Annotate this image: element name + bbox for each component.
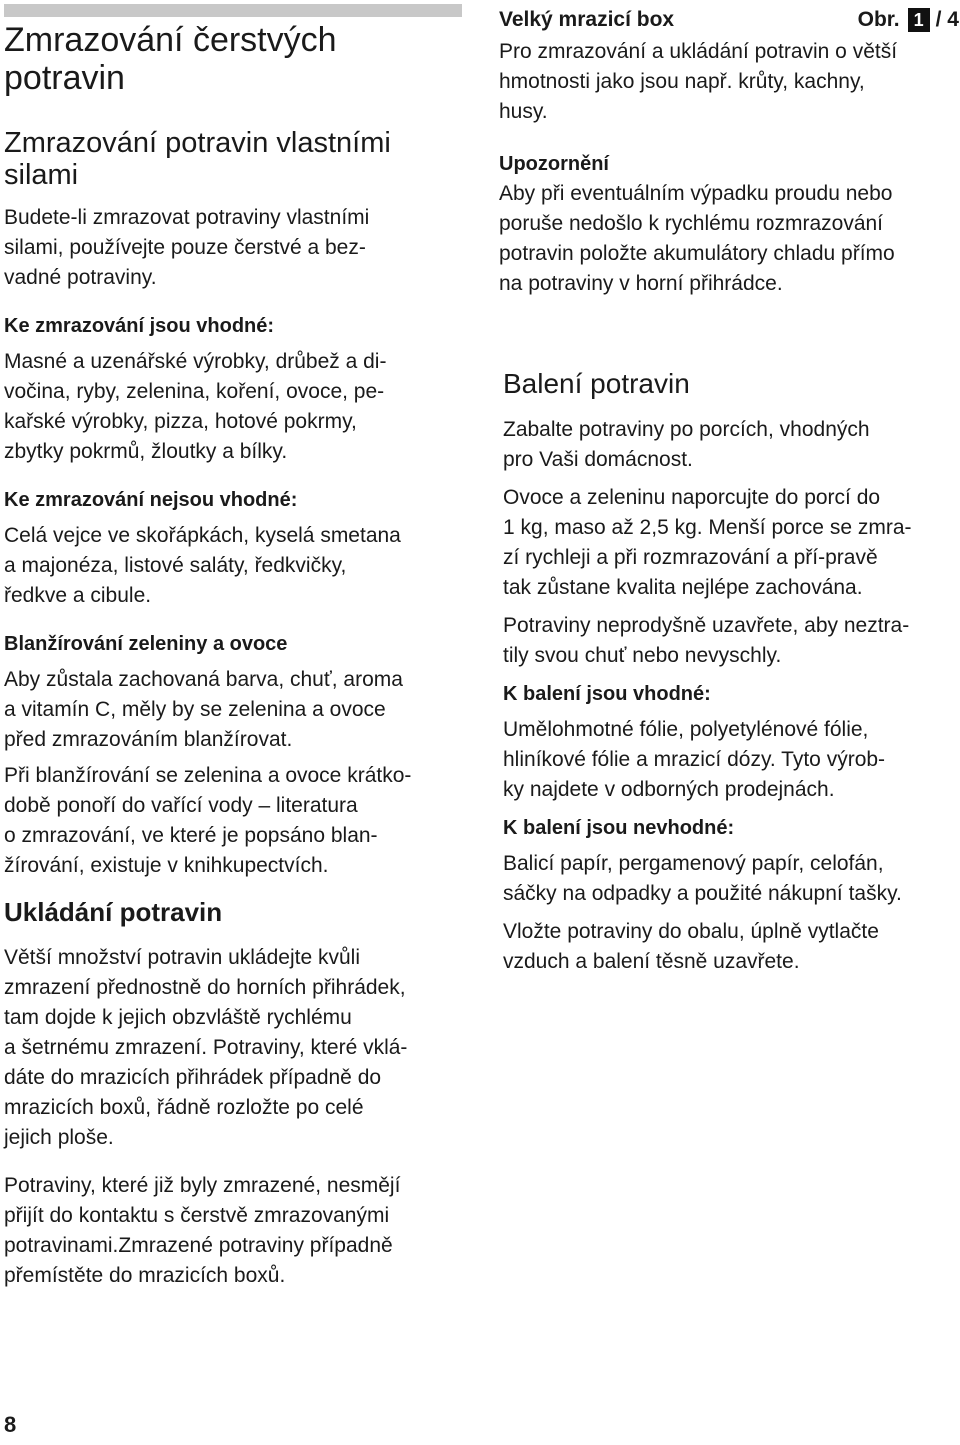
pack-final-paragraph: Vložte potraviny do obalu, úplně vytlačte vzduch a balení těsně uzavřete. <box>503 920 879 973</box>
storage-paragraph-2: Potraviny, které již byly zmrazené, nesmějí přijít do kontaktu s čerstvě zmrazovanými potravinami.Zmrazené potraviny případně přemístěte do mrazicích boxů. <box>4 1174 401 1287</box>
blanching-heading: Blanžírování zeleniny a ovoce <box>4 633 288 655</box>
header-bar <box>4 4 462 17</box>
freezer-box-paragraph: Pro zmrazování a ukládání potravin o větší hmotnosti jako jsou např. krůty, kachny, husy. <box>499 40 898 123</box>
blanching-paragraph-1: Aby zůstala zachovaná barva, chuť, aroma a vitamín C, měly by se zelenina a ovoce před zmrazováním blanžírovat. <box>4 668 403 751</box>
unsuitable-heading: Ke zmrazování nejsou vhodné: <box>4 489 298 511</box>
figure-suffix: / 4 <box>935 8 959 31</box>
pack-unsuitable-paragraph: Balicí papír, pergamenový papír, celofán, sáčky na odpadky a použité nákupní tašky. <box>503 852 902 905</box>
packing-paragraph-1: Zabalte potraviny po porcích, vhodných pro Vaši domácnost. <box>503 418 870 471</box>
section-subtitle: Zmrazování potravin vlastními silami <box>4 127 391 191</box>
pack-suitable-heading: K balení jsou vhodné: <box>503 683 711 705</box>
storage-paragraph-1: Větší množství potravin ukládejte kvůli zmrazení přednostně do horních přihrádek, tam dojde k jejich obzvláště rychlému a šetrnému zmrazení. Potraviny, které vklá- dáte do mrazicích přihrádek případně do mrazicích boxů, řádně rozložte po celé jejich ploše. <box>4 946 408 1149</box>
right-column <box>499 0 959 977</box>
figure-number-badge: 1 <box>908 8 930 32</box>
packing-paragraph-2: Ovoce a zeleninu naporcujte do porcí do 1 kg, maso až 2,5 kg. Menší porce se zmra- zí rychleji a při rozmrazování a pří-pravě tak zůstane kvalita nejlépe zachována. <box>503 486 912 599</box>
freezer-box-heading-row <box>499 5 959 35</box>
warning-paragraph: Aby při eventuálním výpadku proudu nebo poruše nedošlo k rychlému rozmrazování potravin položte akumulátory chladu přímo na potraviny v horní přihrádce. <box>499 182 895 295</box>
suitable-paragraph: Masné a uzenářské výrobky, drůbež a di- vočina, ryby, zelenina, koření, ovoce, pe- kařské výrobky, pizza, hotové pokrmy, zbytky pokrmů, žloutky a bílky. <box>4 350 387 463</box>
intro-paragraph: Budete-li zmrazovat potraviny vlastními silami, používejte pouze čerstvé a bez- vadné potraviny. <box>4 206 370 289</box>
pack-unsuitable-heading: K balení jsou nevhodné: <box>503 817 735 839</box>
pack-suitable-paragraph: Umělohmotné fólie, polyetylénové fólie, hliníkové fólie a mrazicí dózy. Tyto výrob- ky najdete v odborných prodejnách. <box>503 718 886 801</box>
unsuitable-paragraph: Celá vejce ve skořápkách, kyselá smetana a majonéza, listové saláty, ředkvičky, ředkve a cibule. <box>4 524 401 607</box>
freezer-box-heading: Velký mrazicí box <box>499 8 675 31</box>
packing-heading: Balení potravin <box>503 368 690 399</box>
suitable-heading: Ke zmrazování jsou vhodné: <box>4 315 275 337</box>
warning-heading: Upozornění <box>499 153 609 175</box>
left-column <box>4 0 462 1291</box>
storage-heading: Ukládání potravin <box>4 897 223 927</box>
blanching-paragraph-2: Při blanžírování se zelenina a ovoce krátko- době ponoří do vařící vody – literatura o zmrazování, ve které je popsáno blan- žírování, existuje v knihkupectvích. <box>4 764 412 877</box>
figure-label: Obr. <box>857 8 900 31</box>
page-title: Zmrazování čerstvých potravin <box>4 21 337 97</box>
page-number: 8 <box>4 1412 17 1437</box>
packing-paragraph-3: Potraviny neprodyšně uzavřete, aby neztra- tily svou chuť nebo nevyschly. <box>503 614 910 667</box>
